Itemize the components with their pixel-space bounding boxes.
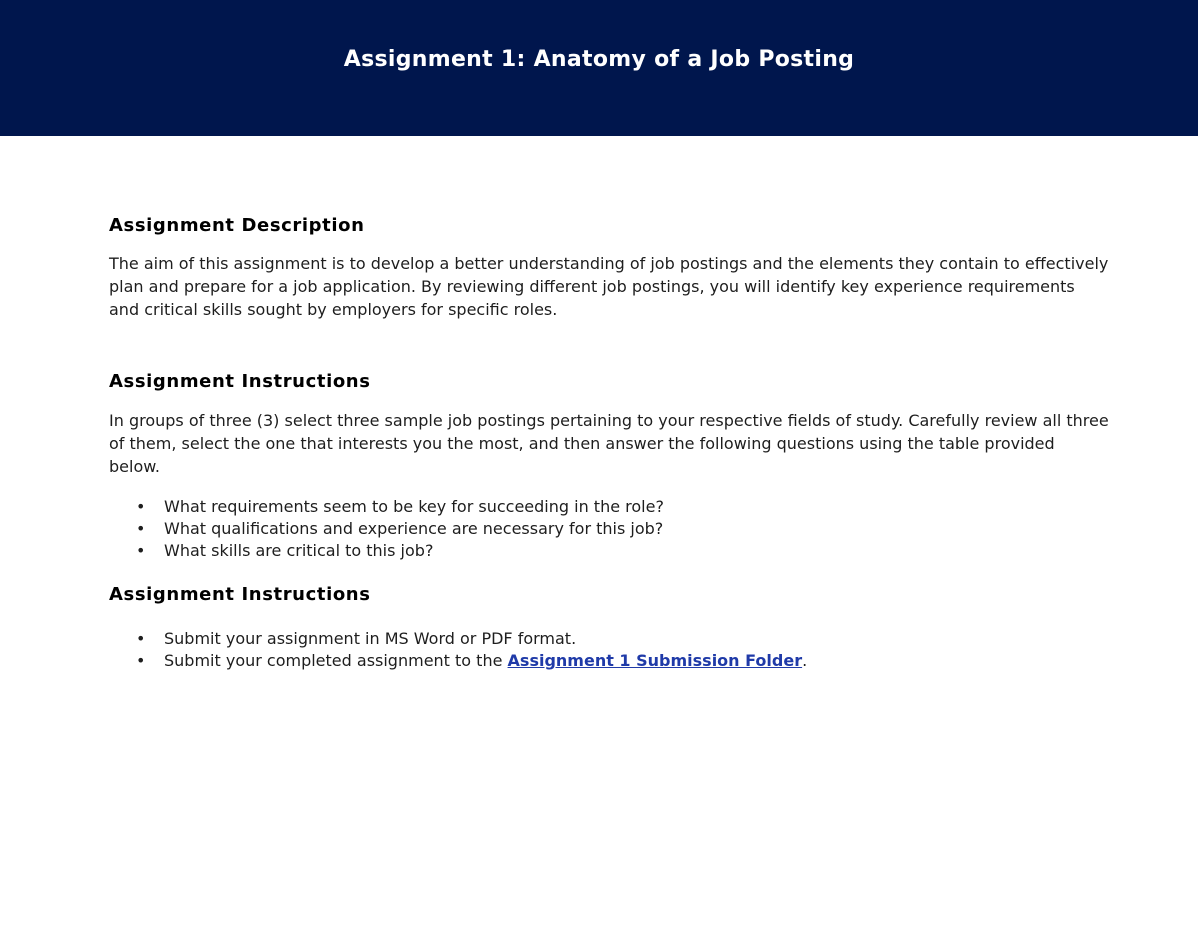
list-item xyxy=(109,540,1109,562)
question-text: What qualifications and experience are necessary for this job? xyxy=(164,519,664,538)
list-item xyxy=(109,518,1109,540)
bullet-icon: • xyxy=(136,541,146,560)
submission-prefix: Submit your completed assignment to the xyxy=(164,651,508,670)
submission-list xyxy=(109,628,1109,672)
submission-folder-link[interactable]: Assignment 1 Submission Folder xyxy=(507,651,803,670)
list-item xyxy=(109,496,1109,518)
instructions-heading: Assignment Instructions xyxy=(109,371,371,392)
list-item xyxy=(109,650,1109,672)
question-text: What requirements seem to be key for succeeding in the role? xyxy=(164,497,664,516)
document-body xyxy=(109,213,1109,672)
question-text: What skills are critical to this job? xyxy=(164,541,434,560)
submission-text: Submit your assignment in MS Word or PDF format. xyxy=(164,629,577,648)
submission-section xyxy=(109,582,1109,672)
bullet-icon: • xyxy=(136,629,146,648)
questions-list xyxy=(109,496,1109,562)
title-banner xyxy=(0,0,1198,136)
bullet-icon: • xyxy=(136,497,146,516)
submission-suffix: . xyxy=(802,651,808,670)
description-text: The aim of this assignment is to develop a better understanding of job postings and the elements they contain to effectively plan and prepare for a job application. By reviewing different job postings, you will identify key experience requirements and critical skills sought by employers for specific roles. xyxy=(109,254,1109,319)
submission-heading: Assignment Instructions xyxy=(109,584,371,605)
list-item xyxy=(109,628,1109,650)
instructions-text: In groups of three (3) select three sample job postings pertaining to your respective fields of study. Carefully review all three of them, select the one that interests you the most, and then answer the following questions using the table provided below. xyxy=(109,411,1109,476)
description-heading: Assignment Description xyxy=(109,215,365,236)
bullet-icon: • xyxy=(136,651,146,670)
bullet-icon: • xyxy=(136,519,146,538)
instructions-section xyxy=(109,369,1109,562)
page-title: Assignment 1: Anatomy of a Job Posting xyxy=(343,46,855,72)
description-section xyxy=(109,213,1109,321)
